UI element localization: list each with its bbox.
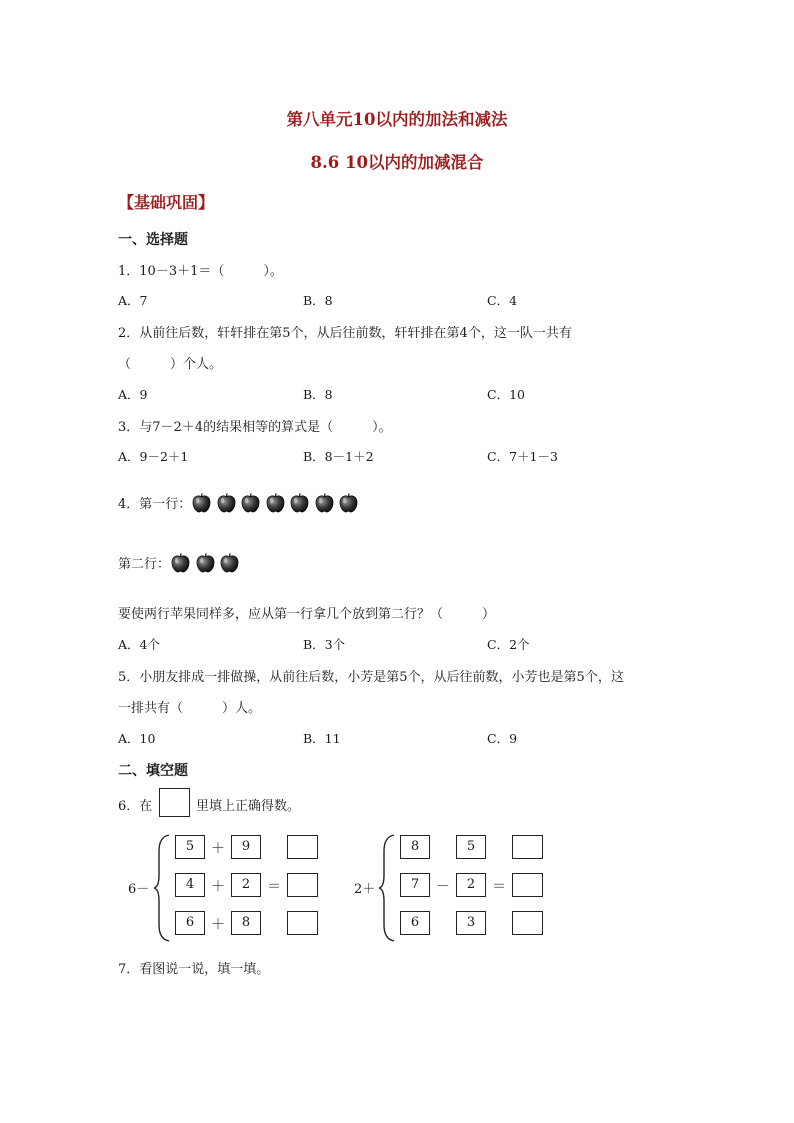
apple-icon (314, 492, 335, 513)
q6-right-lead: 2＋ (354, 882, 376, 897)
q5-option-c: C．9 (487, 731, 518, 746)
q6-left-r1-a: 5 (175, 835, 205, 859)
apple-icon (216, 492, 237, 513)
q3-option-b: B．8－1＋2 (303, 449, 374, 464)
question-7: 7．看图说一说，填一填。 (118, 962, 270, 977)
question-2-line1: 2．从前往后数，轩轩排在第5个，从后往前数，轩轩排在第4个，这一队一共有 (118, 326, 572, 341)
q1-option-c: C．4 (487, 293, 518, 308)
q6-left-r2-answer[interactable] (287, 873, 318, 897)
q2-option-c: C．10 (487, 387, 525, 402)
apple-icon (170, 552, 191, 573)
q2-option-a: A．9 (118, 387, 148, 402)
q6-left-r2-b: 2 (231, 873, 261, 897)
q6-left-r2-op: ＋ (211, 879, 225, 895)
q6-suffix: 里填上正确得数。 (196, 799, 301, 814)
q6-right-r3-a: 6 (400, 911, 430, 935)
q4-option-a: A．4个 (118, 637, 160, 652)
q6-left-r1-b: 9 (231, 835, 261, 859)
q6-left-r2-eq: ＝ (267, 879, 281, 895)
part1-heading: 一、选择题 (118, 232, 188, 248)
q5-option-b: B．11 (303, 731, 341, 746)
question-5-line2: 一排共有（ ）人。 (118, 701, 262, 716)
q6-right-brace (378, 833, 396, 943)
q6-right-r3-b: 3 (456, 911, 486, 935)
q1-option-b: B．8 (303, 293, 333, 308)
question-2-line2: （ ）个人。 (118, 357, 223, 372)
q6-right-r1-answer[interactable] (512, 835, 543, 859)
q6-left-r3-b: 8 (231, 911, 261, 935)
q6-left-lead: 6－ (128, 882, 150, 897)
apple-icon (240, 492, 261, 513)
question-4: 要使两行苹果同样多，应从第一行拿几个放到第二行？（ ） (118, 607, 496, 622)
question-5-line1: 5．小朋友排成一排做操，从前往后数，小芳是第5个，从后往前数，小芳也是第5个，这 (118, 670, 624, 685)
q6-right-r2-answer[interactable] (512, 873, 543, 897)
page-subtitle: 8.6 10以内的加减混合 (310, 153, 484, 172)
q6-left-r1-op: ＋ (211, 841, 225, 857)
q2-option-b: B．8 (303, 387, 333, 402)
q6-left-brace (153, 833, 171, 943)
apple-icon (289, 492, 310, 513)
q6-sample-box (159, 788, 190, 817)
apple-icon (195, 552, 216, 573)
part2-heading: 二、填空题 (118, 763, 188, 779)
q4-row2 (118, 552, 244, 573)
apple-icon (191, 492, 212, 513)
apple-row-2 (170, 555, 244, 570)
section-label: 【基础巩固】 (118, 193, 215, 212)
q6-left-r3-answer[interactable] (287, 911, 318, 935)
q6-right-r2-a: 7 (400, 873, 430, 897)
apple-icon (265, 492, 286, 513)
q3-option-a: A．9－2＋1 (118, 449, 189, 464)
q4-row1-label: 4．第一行： (118, 497, 192, 512)
q6-left-r1-answer[interactable] (287, 835, 318, 859)
question-3: 3．与7－2＋4的结果相等的算式是（ ）。 (118, 420, 392, 435)
q5-option-a: A．10 (118, 731, 156, 746)
q6-left-r3-op: ＋ (211, 917, 225, 933)
question-1: 1．10－3＋1＝（ ）。 (118, 264, 283, 279)
q4-option-c: C．2个 (487, 637, 530, 652)
q6-right-r1-a: 8 (400, 835, 430, 859)
q4-option-b: B．3个 (303, 637, 346, 652)
q6-right-r3-answer[interactable] (512, 911, 543, 935)
q3-option-c: C．7＋1－3 (487, 449, 558, 464)
q6-prefix: 6．在 (118, 799, 153, 814)
q4-row2-label: 第二行： (118, 557, 171, 572)
apple-icon (219, 552, 240, 573)
q6-right-r2-op: － (436, 879, 450, 895)
apple-icon (338, 492, 359, 513)
q6-left-r3-a: 6 (175, 911, 205, 935)
q6-right-r1-b: 5 (456, 835, 486, 859)
q6-right-r2-b: 2 (456, 873, 486, 897)
q1-option-a: A．7 (118, 293, 148, 308)
q6-right-r2-eq: ＝ (492, 879, 506, 895)
apple-row-1 (191, 495, 363, 510)
q6-left-r2-a: 4 (175, 873, 205, 897)
page-title: 第八单元10以内的加法和减法 (286, 110, 508, 129)
q4-row1 (118, 492, 363, 513)
